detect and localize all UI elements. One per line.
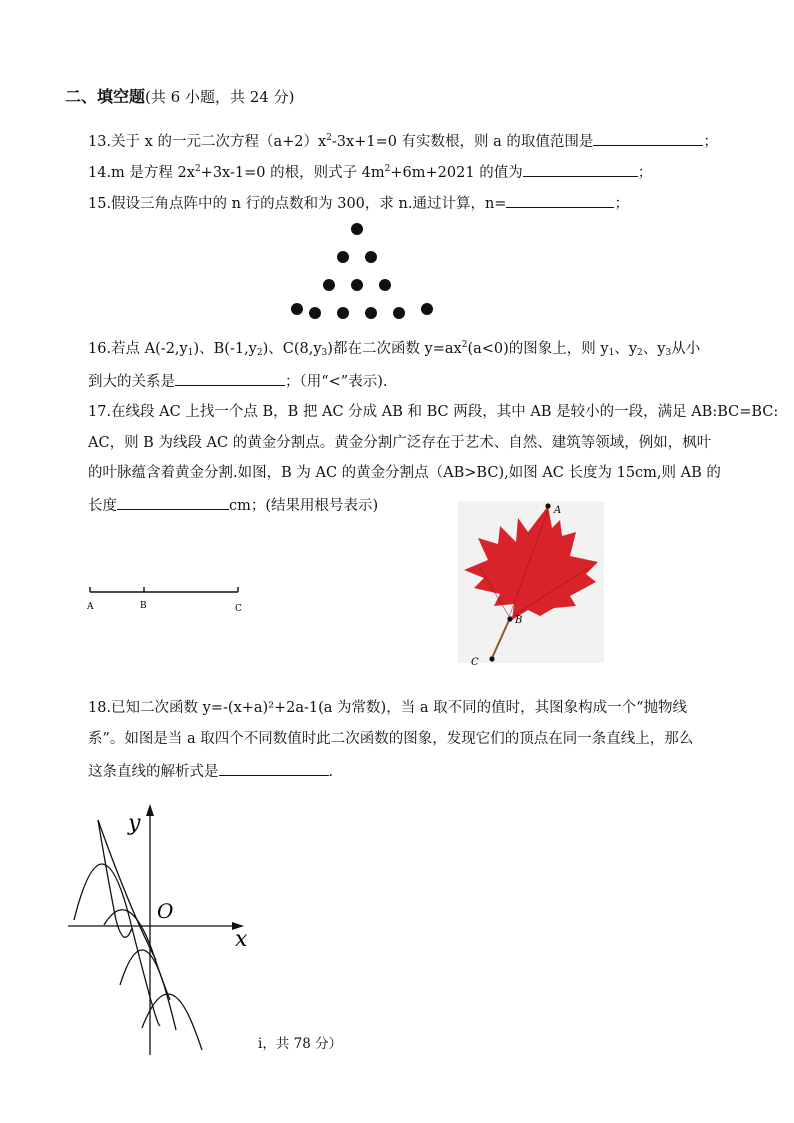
y-axis-arrow <box>146 804 154 816</box>
q18-t2: . <box>328 764 334 780</box>
q17-t1: 长度 <box>88 498 117 514</box>
section-title: 二、填空题 <box>65 87 146 106</box>
q16-t10: ；（用“<”表示). <box>285 374 388 390</box>
y-axis-label: y <box>128 811 141 836</box>
question-16-line1 <box>88 339 700 359</box>
dot <box>291 303 303 315</box>
segment-ac-diagram <box>80 580 250 620</box>
leaf-label-c: C <box>471 657 479 668</box>
q17-t2: cm；(结果用根号表示) <box>229 498 379 514</box>
parabola-1-branch <box>98 820 132 937</box>
question-17-line4 <box>88 494 378 516</box>
q17-answer-blank[interactable] <box>117 494 229 510</box>
dot <box>393 307 405 319</box>
q14-text-b: +3x-1=0 的根，则式子 4m <box>200 165 385 181</box>
dot <box>351 223 363 235</box>
q13-answer-blank[interactable] <box>593 130 703 146</box>
dot <box>365 251 377 263</box>
q15-text: 15.假设三角点阵中的 n 行的点数和为 300，求 n.通过计算，n= <box>88 196 507 212</box>
point-a <box>545 503 550 508</box>
question-18-line2: 系”。如图是当 a 取四个不同数值时此二次函数的图象，发现它们的顶点在同一条直线上，那么 <box>88 731 694 747</box>
q16-t1: 16.若点 A(-2,y <box>88 341 188 357</box>
q13-text-b: -3x+1=0 有实数根，则 a 的取值范围是 <box>331 134 594 150</box>
leaf-label-a: A <box>554 505 562 516</box>
q16-sub1: 1 <box>187 348 194 358</box>
maple-leaf-image <box>458 498 604 673</box>
q16-t5: (a<0)的图象上，则 y <box>467 341 609 357</box>
question-15 <box>88 192 629 214</box>
parabola-2 <box>104 910 170 1000</box>
label-a: A <box>87 602 94 612</box>
q14-text-c: +6m+2021 的值为 <box>390 165 523 181</box>
q13-sup: 2 <box>326 133 332 143</box>
q16-sub2: 2 <box>256 348 263 358</box>
label-b: B <box>140 601 147 611</box>
dot <box>323 279 335 291</box>
dot <box>337 307 349 319</box>
label-c: C <box>235 604 242 614</box>
q16-sub4: 1 <box>608 348 615 358</box>
q14-end: ； <box>637 165 653 181</box>
point-b <box>507 616 512 621</box>
q16-t7: 、y <box>642 341 666 357</box>
q16-t4: )都在二次函数 y=ax <box>327 341 462 357</box>
q15-end: ； <box>614 196 629 212</box>
q16-sub5: 2 <box>637 348 643 358</box>
dot <box>365 307 377 319</box>
q15-answer-blank[interactable] <box>506 192 614 208</box>
leaf-label-b: B <box>515 615 523 626</box>
parabola-1 <box>74 864 160 1025</box>
x-axis-label: x <box>235 927 248 952</box>
q14-sup1: 2 <box>194 164 201 174</box>
q14-answer-blank[interactable] <box>523 161 638 177</box>
question-17-line3: 的叶脉蕴含着黄金分割.如图，B 为 AC 的黄金分割点（AB>BC),如图 AC 长度为 15cm,则 AB 的 <box>88 465 721 481</box>
section-heading <box>65 84 294 107</box>
q16-t6: 、y <box>614 341 638 357</box>
q13-end: ； <box>703 134 718 150</box>
q14-sup2: 2 <box>384 164 391 174</box>
q14-text-a: 14.m 是方程 2x <box>88 165 195 181</box>
q16-sub6: 3 <box>665 348 672 358</box>
question-18-line1: 18.已知二次函数 y=-(x+a)²+2a-1(a 为常数)，当 a 取不同的值时，其图象构成一个“抛物线 <box>88 700 687 716</box>
q16-t2: )、B(-1,y <box>193 341 257 357</box>
dot <box>379 279 391 291</box>
dot <box>337 251 349 263</box>
q13-text-a: 13.关于 x 的一元二次方程（a+2）x <box>88 134 327 150</box>
q16-t8: 从小 <box>671 341 701 357</box>
q16-t3: )、C(8,y <box>262 341 322 357</box>
point-c <box>489 656 494 661</box>
q16-t9: 到大的关系是 <box>88 374 175 390</box>
q16-sup: 2 <box>461 340 468 350</box>
q18-answer-blank[interactable] <box>219 760 329 776</box>
origin-label: O <box>157 899 174 923</box>
question-17-line2: AC，则 B 为线段 AC 的黄金分割点。黄金分割广泛存在于艺术、自然、建筑等领域，例如，枫叶 <box>88 435 712 451</box>
dot <box>351 279 363 291</box>
question-14 <box>88 161 652 183</box>
q16-sub3: 3 <box>321 348 328 358</box>
dot <box>309 307 321 319</box>
parabola-family-graph <box>60 800 260 1060</box>
section-info: (共 6 小题，共 24 分) <box>145 88 295 106</box>
question-18-line3 <box>88 760 333 782</box>
question-17-line1: 17.在线段 AC 上找一个点 B，B 把 AC 分成 AB 和 BC 两段，其中 AB 是较小的一段，满足 AB:BC=BC: <box>88 404 779 420</box>
footer-fragment: i，共 78 分） <box>258 1036 343 1052</box>
question-13 <box>88 130 718 152</box>
triangle-dot-array <box>280 220 450 320</box>
question-16-line2 <box>88 370 388 392</box>
q16-answer-blank[interactable] <box>175 370 285 386</box>
q18-t1: 这条直线的解析式是 <box>88 764 219 780</box>
dot <box>421 303 433 315</box>
